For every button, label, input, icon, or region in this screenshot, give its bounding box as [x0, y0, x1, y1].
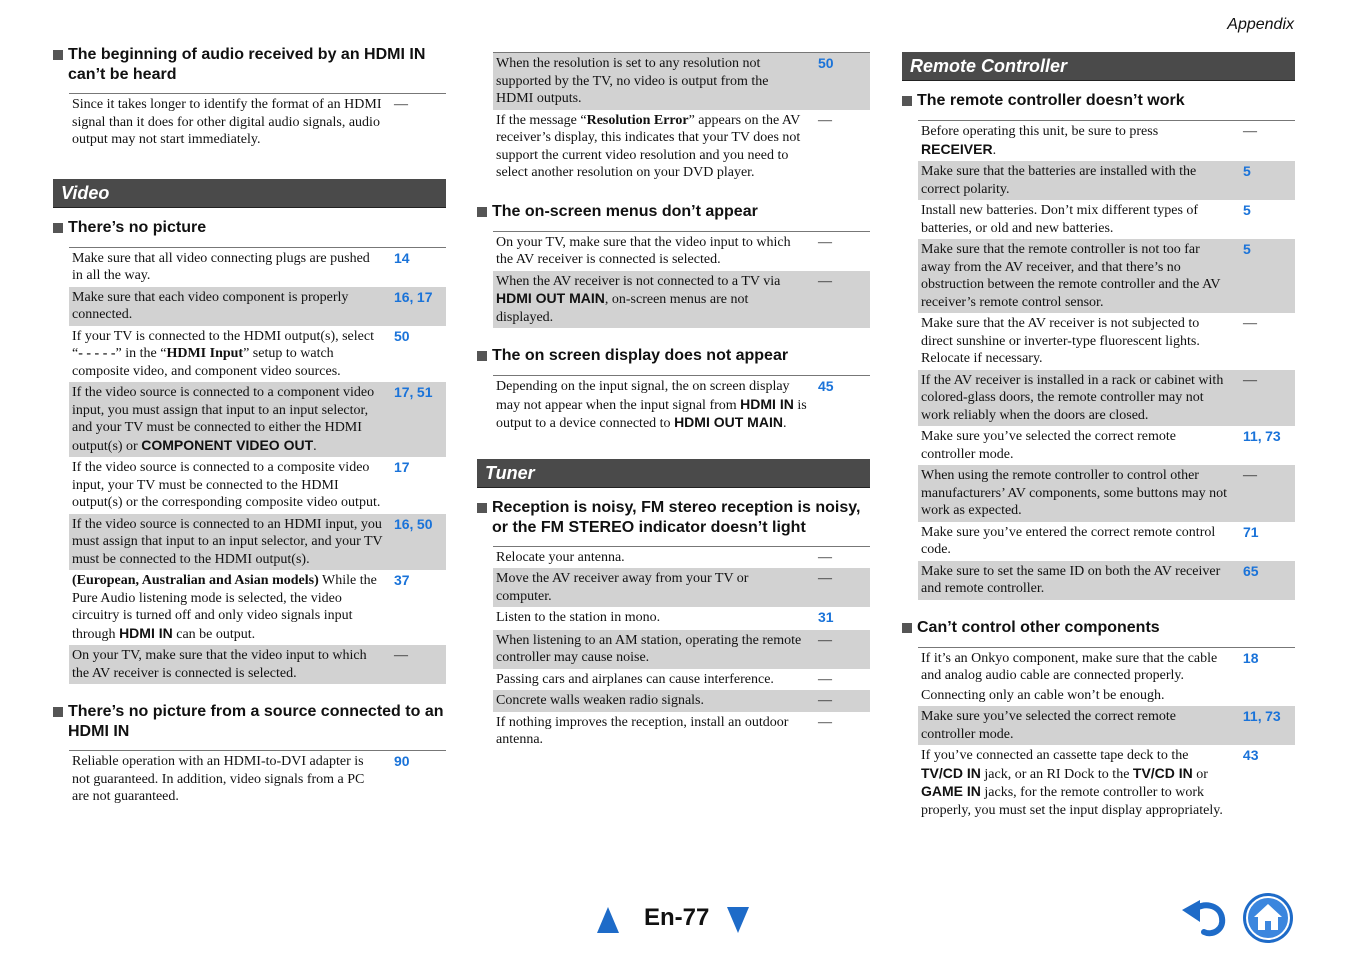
prev-page-icon[interactable]: [597, 907, 619, 933]
section-bar-tuner: Tuner: [477, 459, 870, 488]
table-row: If your TV is connected to the HDMI output(s), select “- - - - -” in the “HDMI Input” setup to watch composite video, and component video sources. 50: [72, 327, 410, 379]
page-link[interactable]: 50: [817, 55, 834, 71]
section-bar-video: Video: [53, 179, 446, 208]
page-link[interactable]: 11: [1242, 708, 1258, 724]
menus-table: [493, 231, 870, 329]
video-cont-table: [493, 52, 870, 184]
table-row: Relocate your antenna. —: [496, 549, 832, 565]
table-row: On your TV, make sure that the video input to which the AV receiver is connected is selected. —: [496, 234, 832, 267]
table-row: On your TV, make sure that the video input to which the AV receiver is connected is selected. —: [69, 645, 446, 684]
heading-noise: Reception is noisy, FM stereo reception is noisy, or the FM STEREO indicator doesn’t light: [477, 498, 870, 538]
page-link[interactable]: 45: [817, 378, 834, 394]
page-link[interactable]: 16: [393, 288, 410, 305]
table-row: If the video source is connected to a component video input, you must assign that input to an input selector, and your TV must be connected to either the HDMI output(s) or COMPONENT VIDEO OUT. 17, 51: [69, 382, 446, 457]
remote-table: [918, 120, 1295, 600]
page-link[interactable]: 5: [1242, 163, 1251, 179]
table-row: Make sure that the batteries are installed with the correct polarity. 5: [918, 161, 1295, 200]
page-link[interactable]: 73: [1265, 708, 1281, 724]
page-link[interactable]: 50: [416, 515, 433, 532]
osd-table: [493, 375, 870, 435]
column-3: [902, 52, 1295, 821]
page-link[interactable]: 73: [1265, 428, 1281, 444]
page-link[interactable]: 51: [416, 384, 433, 400]
table-row: Make sure that all video connecting plugs are pushed in all the way. 14: [72, 249, 410, 283]
page-link[interactable]: 37: [393, 572, 410, 588]
table-row: If the message “Resolution Error” appears on the AV receiver’s display, this indicates that your TV does not support the current video resolution and you need to select another resolution on your DVD player. —: [496, 112, 832, 180]
table-row: If the AV receiver is installed in a rack or cabinet with colored-glass doors, the remote controller may not work reliably when the doors are closed. —: [918, 370, 1295, 427]
next-page-icon[interactable]: [727, 907, 749, 933]
page-link[interactable]: 71: [1242, 523, 1259, 540]
table-row: If it’s an Onkyo component, make sure that the cable and analog audio cable are connected properly. Connecting only an cable won’t be enough. 18: [921, 649, 1259, 703]
table-row: If the video source is connected to a composite video input, your TV must be connected to the HDMI output(s) or the corresponding composite video output. 17: [72, 459, 410, 510]
table-row: Reliable operation with an HDMI-to-DVI adapter is not guaranteed. In addition, video signals from a PC are not guaranteed. 90: [72, 753, 410, 804]
table-row: If the video source is connected to an HDMI input, you must assign that input to an input selector, and your TV must be connected to the HDMI output(s). 16, 50: [69, 514, 446, 571]
heading-menus: The on-screen menus don’t appear: [477, 202, 870, 223]
column-1: [53, 45, 446, 808]
table-row: Make sure that the AV receiver is not subjected to direct sunshine or inverter-type fluorescent lights. Relocate if necessary. —: [921, 316, 1257, 366]
table-row: When the AV receiver is not connected to a TV via HDMI OUT MAIN, on-screen menus are not displayed. —: [493, 271, 870, 329]
page-number: En-77: [644, 904, 710, 931]
table-row: Make sure you’ve entered the correct remote control code. 71: [921, 523, 1259, 557]
page-link[interactable]: 17: [393, 459, 410, 475]
audio-table: [69, 93, 446, 151]
heading-audio-hdmi: The beginning of audio received by an HDMI IN can’t be heard: [53, 45, 446, 85]
page-link[interactable]: 50: [393, 327, 410, 344]
page-link[interactable]: 14: [393, 249, 410, 266]
heading-no-picture-hdmi: There’s no picture from a source connected to an HDMI IN: [53, 702, 446, 742]
table-row: Make sure to set the same ID on both the AV receiver and remote controller. 65: [918, 561, 1295, 600]
table-row: When using the remote controller to control other manufacturers’ AV components, some buttons may not work as expected. —: [918, 465, 1295, 522]
table-row: (European, Australian and Asian models) While the Pure Audio listening mode is selected, the video circuitry is turned off and only video signals input through HDMI IN can be output. 37: [72, 572, 410, 642]
table-row: Make sure that each video component is properly connected. 16, 17: [69, 287, 446, 326]
page-link[interactable]: 17: [393, 384, 410, 400]
table-row: Make sure that the remote controller is not too far away from the AV receiver, and that there’s no obstruction between the remote controller and the AV receiver’s remote control sensor. 5: [918, 239, 1295, 313]
page-link[interactable]: 17: [416, 288, 433, 305]
page-link[interactable]: 90: [393, 753, 410, 769]
table-row: Install new batteries. Don’t mix different types of batteries, or old and new batteries. 5: [921, 202, 1251, 236]
table-row: Before operating this unit, be sure to press RECEIVER. —: [921, 124, 1257, 158]
page-link[interactable]: 43: [1242, 747, 1259, 763]
hdmi-table: [69, 750, 446, 808]
table-row: Since it takes longer to identify the format of an HDMI signal than it does for other digital audio signals, audio output may not start immediately. —: [72, 97, 409, 147]
page-link[interactable]: 11: [1242, 428, 1258, 444]
table-row: Listen to the station in mono. 31: [496, 609, 834, 625]
heading-other-components: Can’t control other components: [902, 618, 1295, 639]
page-link[interactable]: 5: [1242, 241, 1251, 257]
table-row: Concrete walls weaken radio signals. —: [493, 690, 870, 712]
table-row: Move the AV receiver away from your TV or computer. —: [493, 568, 870, 607]
table-row: Make sure you’ve selected the correct remote controller mode. 11, 73: [918, 706, 1295, 745]
page-link[interactable]: 16: [393, 515, 410, 532]
no-picture-table: [69, 247, 446, 685]
back-arrow-icon[interactable]: [1180, 896, 1228, 940]
section-label: Appendix: [1227, 16, 1294, 33]
heading-no-picture: There’s no picture: [53, 218, 446, 239]
other-table: [918, 647, 1295, 822]
heading-osd: The on screen display does not appear: [477, 346, 870, 367]
table-row: When listening to an AM station, operating the remote controller may cause noise. —: [493, 630, 870, 669]
table-row: Make sure you’ve selected the correct remote controller mode. 11, 73: [921, 428, 1281, 462]
home-icon[interactable]: [1242, 892, 1294, 944]
table-row: If you’ve connected an cassette tape deck to the TV/CD IN jack, or an RI Dock to the TV/CD IN or GAME IN jacks, for the remote controller to work properly, you must set the input display appropriately. 43: [921, 747, 1259, 818]
table-row: Depending on the input signal, the on screen display may not appear when the input signal from HDMI IN is output to a device connected to HDMI OUT MAIN. 45: [496, 378, 834, 431]
tuner-table: [493, 546, 870, 751]
section-bar-remote: Remote Controller: [902, 52, 1295, 81]
table-row: If nothing improves the reception, install an outdoor antenna. —: [496, 714, 832, 747]
table-row: Passing cars and airplanes can cause interference. —: [496, 671, 832, 687]
heading-remote: The remote controller doesn’t work: [902, 91, 1295, 112]
page-link[interactable]: 65: [1242, 562, 1259, 579]
page-link[interactable]: 31: [817, 609, 834, 625]
page-link[interactable]: 5: [1242, 202, 1251, 218]
page-link[interactable]: 18: [1242, 649, 1259, 666]
table-row: When the resolution is set to any resolution not supported by the TV, no video is output from the HDMI outputs. 50: [493, 53, 870, 110]
column-2: [477, 52, 870, 751]
